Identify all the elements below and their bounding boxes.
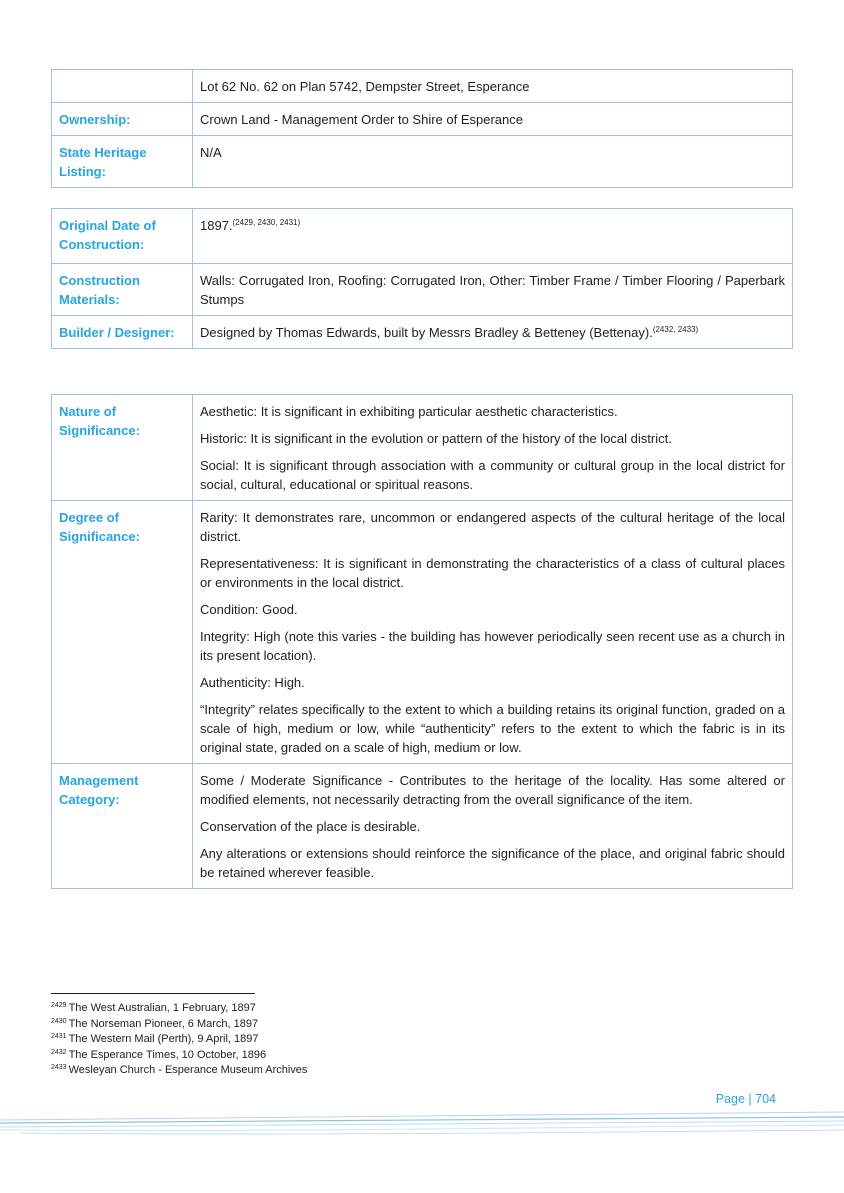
significance-table (51, 394, 793, 889)
management-paragraph: Conservation of the place is desirable. (200, 819, 421, 834)
builder-row (52, 316, 793, 349)
materials-row (52, 264, 793, 316)
degree-paragraph: Representativeness: It is significant in demonstrating the characteristics of a class of cultural places or environments in the local district. (200, 556, 785, 590)
builder-value: Designed by Thomas Edwards, built by Messrs Bradley & Betteney (Bettenay). (200, 325, 653, 340)
degree-paragraph: Integrity: High (note this varies - the building has however periodically seen recent use as a church in its present location). (200, 629, 785, 663)
management-label: Management Category: (52, 764, 193, 889)
nature-paragraph: Aesthetic: It is significant in exhibiting particular aesthetic characteristics. (200, 404, 618, 419)
footnote-number: 2433 (51, 1064, 67, 1071)
materials-value: Walls: Corrugated Iron, Roofing: Corrugated Iron, Other: Timber Frame / Timber Flooring / Paperbark Stumps (193, 264, 793, 316)
address-row (52, 70, 793, 103)
ownership-value: Crown Land - Management Order to Shire of Esperance (193, 103, 793, 136)
address-value: Lot 62 No. 62 on Plan 5742, Dempster Street, Esperance (193, 70, 793, 103)
management-value-cell (193, 764, 793, 889)
date-reference: (2429, 2430, 2431) (232, 218, 301, 227)
builder-reference: (2432, 2433) (652, 325, 699, 334)
nature-label: Nature of Significance: (52, 395, 193, 501)
management-paragraph: Some / Moderate Significance - Contributes to the heritage of the locality. Has some altered or modified elements, not necessarily detracting from the overall significance of the item. (200, 773, 785, 807)
degree-label: Degree of Significance: (52, 501, 193, 764)
address-label-cell (52, 70, 193, 103)
footnote (51, 1017, 551, 1033)
degree-value-cell (193, 501, 793, 764)
degree-paragraph: “Integrity” relates specifically to the extent to which a building retains its original function, graded on a scale of high, medium or low, while “authenticity” refers to the extent to which the fabric is in its original state, graded on a scale of high, medium or low. (200, 702, 785, 755)
builder-label: Builder / Designer: (52, 316, 193, 349)
footnote (51, 1032, 551, 1048)
footnote-number: 2431 (51, 1033, 67, 1040)
date-row (52, 209, 793, 264)
page-number: Page | 704 (715, 1092, 776, 1106)
heritage-row (52, 136, 793, 188)
management-paragraph: Any alterations or extensions should reinforce the significance of the place, and original fabric should be retained wherever feasible. (200, 846, 785, 880)
date-value-cell (193, 209, 793, 264)
materials-label: Construction Materials: (52, 264, 193, 316)
degree-paragraph: Condition: Good. (200, 602, 298, 617)
footnote-text: The Esperance Times, 10 October, 1896 (68, 1048, 267, 1061)
heritage-value: N/A (193, 136, 793, 188)
footnote (51, 1048, 551, 1064)
footnote-text: The West Australian, 1 February, 1897 (68, 1002, 256, 1014)
footnote (51, 1063, 551, 1079)
wave-decoration (0, 1108, 844, 1148)
footnote-text: Wesleyan Church - Esperance Museum Archives (68, 1064, 308, 1076)
degree-paragraph: Rarity: It demonstrates rare, uncommon or endangered aspects of the cultural heritage of the local district. (200, 510, 785, 544)
nature-row (52, 395, 793, 501)
nature-value-cell (193, 395, 793, 501)
builder-value-cell (193, 316, 793, 349)
degree-paragraph: Authenticity: High. (200, 675, 305, 690)
ownership-row (52, 103, 793, 136)
footnote-text: The Western Mail (Perth), 9 April, 1897 (68, 1033, 259, 1045)
date-value: 1897. (200, 218, 233, 233)
footnote-number: 2429 (51, 1002, 67, 1009)
nature-paragraph: Social: It is significant through association with a community or cultural group in the local district for social, cultural, educational or spiritual reasons. (200, 458, 785, 492)
nature-paragraph: Historic: It is significant in the evolution or pattern of the history of the local district. (200, 431, 672, 446)
footnote-text: The Norseman Pioneer, 6 March, 1897 (68, 1017, 259, 1030)
footnotes (51, 1001, 551, 1079)
ownership-label: Ownership: (52, 103, 193, 136)
heritage-label: State Heritage Listing: (52, 136, 193, 188)
footnote-number: 2432 (51, 1048, 67, 1056)
construction-table (51, 208, 793, 349)
degree-row (52, 501, 793, 764)
footnote (51, 1001, 551, 1017)
footnote-number: 2430 (51, 1017, 67, 1025)
date-label: Original Date of Construction: (52, 209, 193, 264)
footnote-divider (51, 993, 255, 994)
management-row (52, 764, 793, 889)
location-table (51, 69, 793, 188)
